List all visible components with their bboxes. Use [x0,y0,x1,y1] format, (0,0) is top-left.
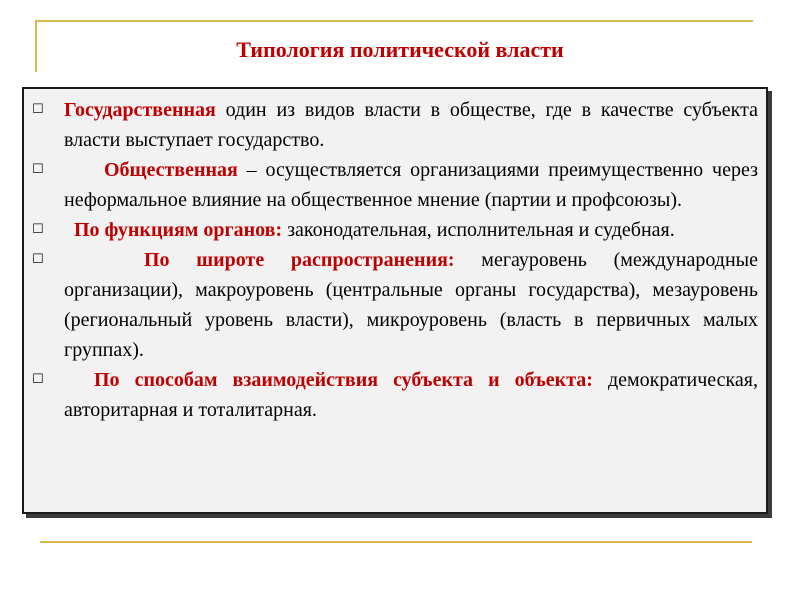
item-term: Общественная [104,159,238,181]
item-text: законодательная, исполнительная и судебная. [282,219,675,241]
checkbox-bullet-icon: ☐ [32,252,44,267]
checkbox-bullet-icon: ☐ [32,222,44,237]
content-panel [22,87,768,514]
list-item-public-power [30,155,758,215]
item-term: По широте распространения: [144,249,455,271]
checkbox-bullet-icon: ☐ [32,102,44,117]
item-text: – осуществляется организациями преимущественно через неформальное влияние на общественное мнение (партии и профсоюзы). [64,159,758,211]
item-term: Государственная [64,99,216,121]
item-term: По функциям органов: [74,219,283,241]
checkbox-bullet-icon: ☐ [32,162,44,177]
checkbox-bullet-icon: ☐ [32,372,44,387]
list-item-by-scope [30,245,758,365]
slide-title: Типология политической власти [236,37,564,62]
list-item-state-power [30,95,758,155]
item-text: мегауровень (международные организации), макроуровень (центральные органы государства), мезауровень (региональный уровень власти), микроуровень (власть в первичных малых группах). [64,249,758,361]
item-term: По способам взаимодействия субъекта и объекта: [94,369,593,391]
item-text: демократическая, авторитарная и тоталитарная. [64,369,759,421]
list-item-by-interaction [30,365,758,425]
top-decorative-rule [35,20,753,22]
list-item-by-functions [30,215,758,245]
item-text: один из видов власти в обществе, где в качестве субъекта власти выступает государство. [64,99,758,151]
bottom-decorative-rule [40,541,752,543]
